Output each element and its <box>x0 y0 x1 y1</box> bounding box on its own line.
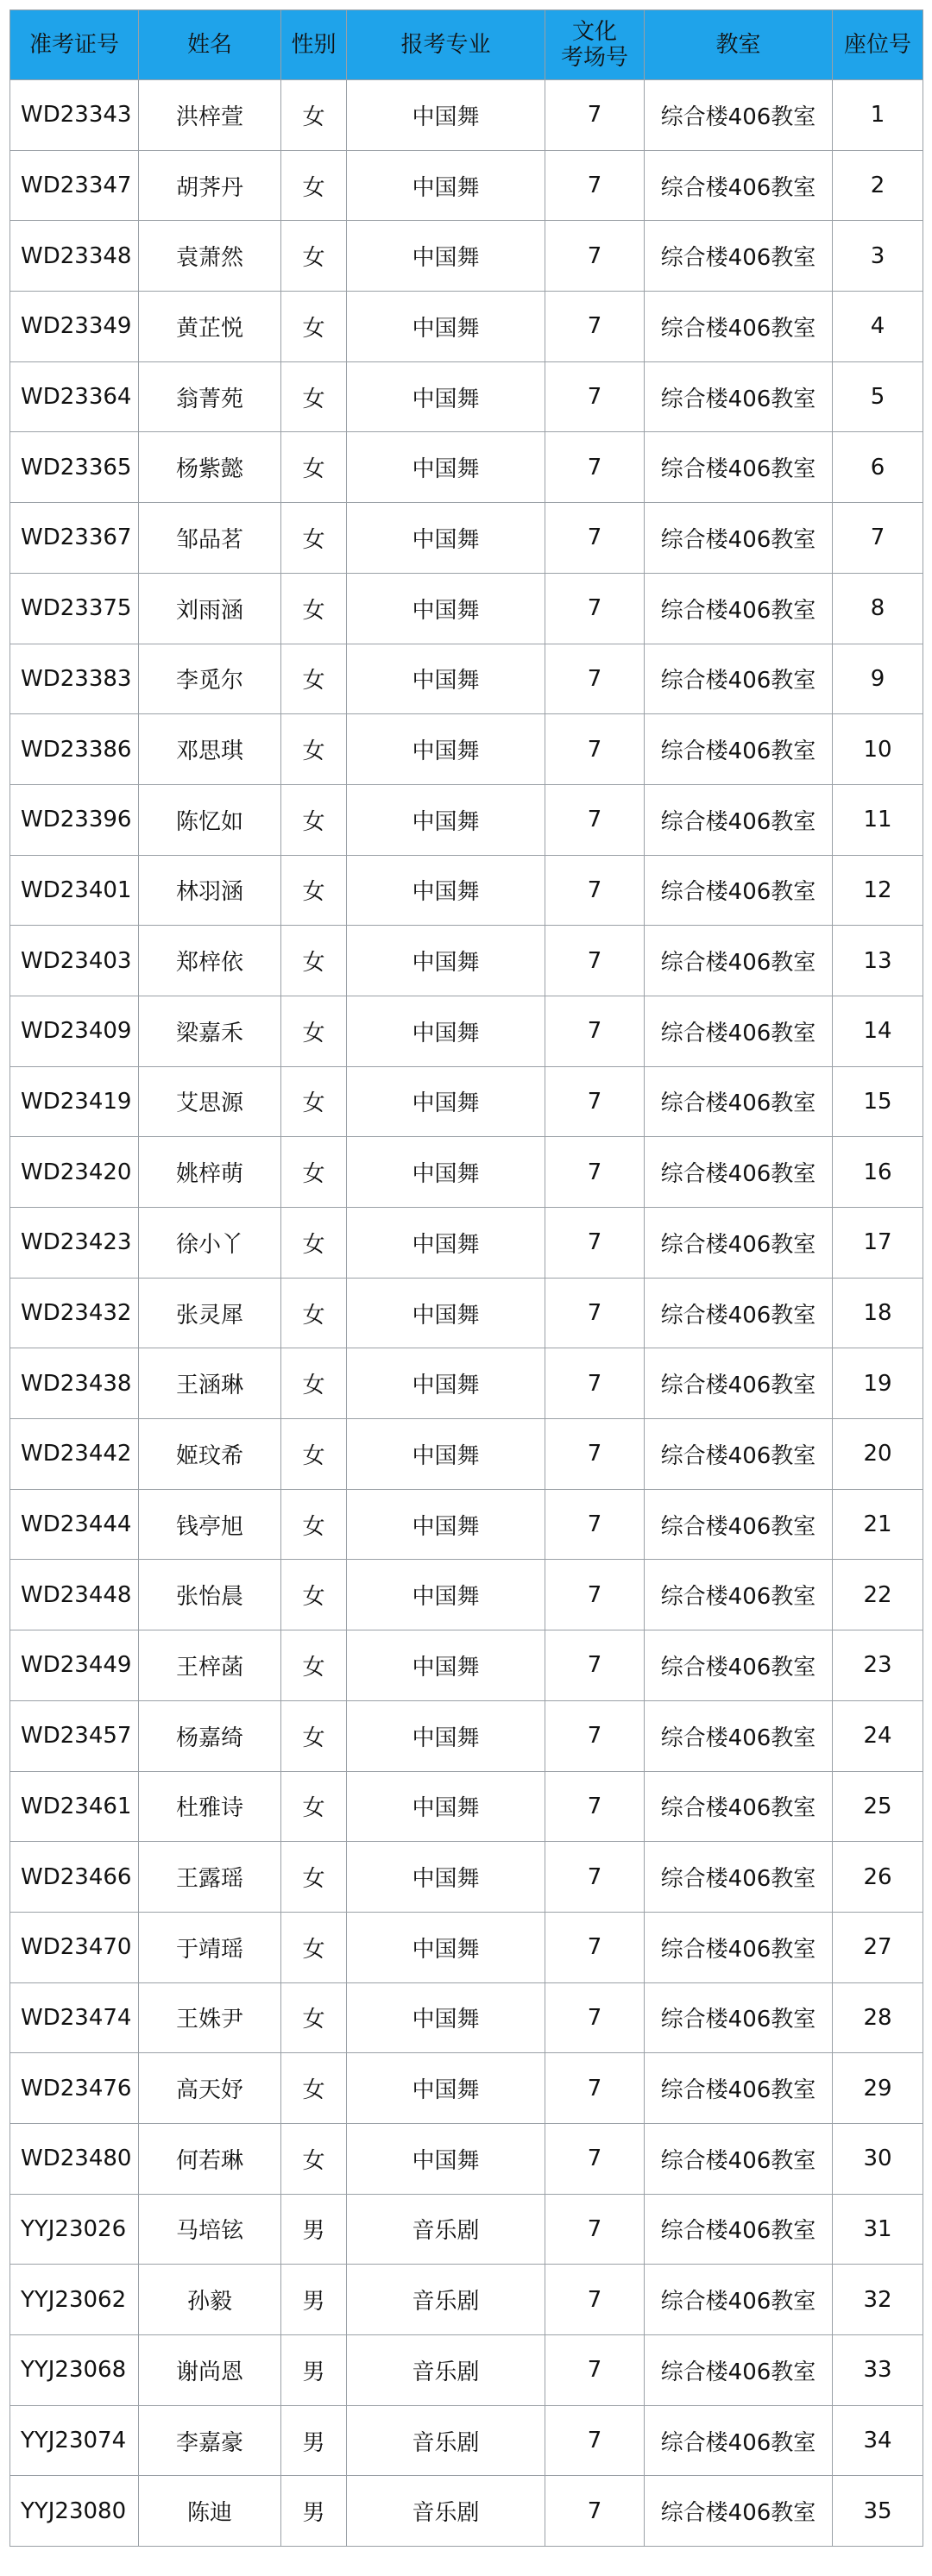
table-row <box>10 2053 923 2124</box>
cell-room: 综合楼406教室 <box>645 503 833 574</box>
cell-major: 中国舞 <box>347 80 545 151</box>
cell-name: 姚梓萌 <box>139 1137 281 1208</box>
cell-exam-hall: 7 <box>545 1137 645 1208</box>
cell-gender: 女 <box>281 1630 347 1701</box>
cell-seat: 6 <box>833 432 923 503</box>
cell-name: 马培铉 <box>139 2194 281 2265</box>
cell-room: 综合楼406教室 <box>645 2194 833 2265</box>
cell-admission-number: YYJ23062 <box>10 2265 139 2335</box>
cell-admission-number: WD23432 <box>10 1278 139 1348</box>
table-header <box>10 10 923 80</box>
cell-admission-number: YYJ23026 <box>10 2194 139 2265</box>
cell-admission-number: WD23480 <box>10 2123 139 2194</box>
cell-gender: 女 <box>281 150 347 221</box>
cell-gender: 女 <box>281 1912 347 1982</box>
cell-admission-number: WD23476 <box>10 2053 139 2124</box>
cell-admission-number: WD23420 <box>10 1137 139 1208</box>
cell-name: 邹品茗 <box>139 503 281 574</box>
table-body <box>10 80 923 2547</box>
cell-room: 综合楼406教室 <box>645 1489 833 1560</box>
cell-admission-number: WD23364 <box>10 361 139 432</box>
cell-major: 中国舞 <box>347 1700 545 1771</box>
cell-gender: 女 <box>281 1278 347 1348</box>
table-row <box>10 292 923 362</box>
cell-gender: 女 <box>281 2053 347 2124</box>
cell-name: 钱亭旭 <box>139 1489 281 1560</box>
cell-gender: 女 <box>281 996 347 1066</box>
cell-room: 综合楼406教室 <box>645 1137 833 1208</box>
cell-admission-number: WD23375 <box>10 573 139 644</box>
cell-gender: 女 <box>281 292 347 362</box>
cell-admission-number: WD23461 <box>10 1771 139 1842</box>
cell-exam-hall: 7 <box>545 714 645 785</box>
cell-gender: 女 <box>281 432 347 503</box>
cell-admission-number: WD23343 <box>10 80 139 151</box>
cell-name: 黄芷悦 <box>139 292 281 362</box>
cell-exam-hall: 7 <box>545 1700 645 1771</box>
cell-admission-number: WD23474 <box>10 1982 139 2053</box>
cell-room: 综合楼406教室 <box>645 1842 833 1913</box>
cell-name: 高天妤 <box>139 2053 281 2124</box>
cell-gender: 女 <box>281 855 347 926</box>
cell-gender: 女 <box>281 80 347 151</box>
cell-name: 刘雨涵 <box>139 573 281 644</box>
cell-gender: 女 <box>281 1066 347 1137</box>
cell-gender: 女 <box>281 926 347 996</box>
table-row <box>10 573 923 644</box>
cell-gender: 男 <box>281 2265 347 2335</box>
cell-admission-number: WD23457 <box>10 1700 139 1771</box>
cell-name: 袁萧然 <box>139 221 281 292</box>
cell-seat: 3 <box>833 221 923 292</box>
cell-name: 杨嘉绮 <box>139 1700 281 1771</box>
cell-room: 综合楼406教室 <box>645 292 833 362</box>
cell-gender: 女 <box>281 1842 347 1913</box>
cell-room: 综合楼406教室 <box>645 1700 833 1771</box>
cell-exam-hall: 7 <box>545 1560 645 1630</box>
cell-major: 音乐剧 <box>347 2476 545 2547</box>
cell-gender: 女 <box>281 1771 347 1842</box>
cell-room: 综合楼406教室 <box>645 1560 833 1630</box>
cell-room: 综合楼406教室 <box>645 80 833 151</box>
cell-seat: 14 <box>833 996 923 1066</box>
cell-admission-number: YYJ23074 <box>10 2405 139 2476</box>
table-row <box>10 2123 923 2194</box>
cell-gender: 女 <box>281 1137 347 1208</box>
cell-seat: 15 <box>833 1066 923 1137</box>
cell-name: 陈迪 <box>139 2476 281 2547</box>
cell-seat: 8 <box>833 573 923 644</box>
cell-seat: 24 <box>833 1700 923 1771</box>
cell-admission-number: WD23409 <box>10 996 139 1066</box>
cell-seat: 26 <box>833 1842 923 1913</box>
table-row <box>10 1912 923 1982</box>
cell-name: 张灵犀 <box>139 1278 281 1348</box>
table-row <box>10 1489 923 1560</box>
cell-seat: 29 <box>833 2053 923 2124</box>
cell-name: 陈忆如 <box>139 784 281 855</box>
cell-seat: 22 <box>833 1560 923 1630</box>
cell-name: 何若琳 <box>139 2123 281 2194</box>
cell-name: 艾思源 <box>139 1066 281 1137</box>
cell-name: 王姝尹 <box>139 1982 281 2053</box>
cell-exam-hall: 7 <box>545 2335 645 2406</box>
cell-seat: 11 <box>833 784 923 855</box>
cell-major: 中国舞 <box>347 292 545 362</box>
cell-major: 中国舞 <box>347 361 545 432</box>
cell-major: 中国舞 <box>347 503 545 574</box>
cell-gender: 女 <box>281 1982 347 2053</box>
cell-name: 王露瑶 <box>139 1842 281 1913</box>
table-row <box>10 855 923 926</box>
table-row <box>10 1982 923 2053</box>
cell-exam-hall: 7 <box>545 361 645 432</box>
cell-room: 综合楼406教室 <box>645 1208 833 1279</box>
cell-admission-number: WD23383 <box>10 644 139 714</box>
cell-name: 于靖瑶 <box>139 1912 281 1982</box>
cell-exam-hall: 7 <box>545 80 645 151</box>
table-row <box>10 1348 923 1419</box>
cell-exam-hall: 7 <box>545 2265 645 2335</box>
cell-exam-hall: 7 <box>545 1066 645 1137</box>
cell-gender: 女 <box>281 1560 347 1630</box>
cell-exam-hall: 7 <box>545 926 645 996</box>
cell-major: 中国舞 <box>347 150 545 221</box>
cell-major: 中国舞 <box>347 1842 545 1913</box>
cell-major: 中国舞 <box>347 221 545 292</box>
header-exam-hall-line2: 考场号 <box>560 45 628 71</box>
cell-room: 综合楼406教室 <box>645 1630 833 1701</box>
header-id: 准考证号 <box>10 10 139 80</box>
cell-name: 孙毅 <box>139 2265 281 2335</box>
cell-major: 中国舞 <box>347 1278 545 1348</box>
cell-gender: 女 <box>281 503 347 574</box>
cell-exam-hall: 7 <box>545 1489 645 1560</box>
table-row <box>10 1630 923 1701</box>
cell-name: 翁菁苑 <box>139 361 281 432</box>
table-row <box>10 1842 923 1913</box>
header-gender: 性别 <box>281 10 347 80</box>
cell-room: 综合楼406教室 <box>645 714 833 785</box>
cell-gender: 男 <box>281 2194 347 2265</box>
cell-room: 综合楼406教室 <box>645 1066 833 1137</box>
cell-exam-hall: 7 <box>545 2476 645 2547</box>
table-row <box>10 432 923 503</box>
cell-name: 王梓菡 <box>139 1630 281 1701</box>
table-row <box>10 1700 923 1771</box>
cell-name: 杨紫懿 <box>139 432 281 503</box>
cell-exam-hall: 7 <box>545 150 645 221</box>
cell-exam-hall: 7 <box>545 1278 645 1348</box>
cell-name: 洪梓萱 <box>139 80 281 151</box>
cell-gender: 男 <box>281 2476 347 2547</box>
cell-major: 中国舞 <box>347 784 545 855</box>
cell-room: 综合楼406教室 <box>645 784 833 855</box>
cell-seat: 30 <box>833 2123 923 2194</box>
header-name: 姓名 <box>139 10 281 80</box>
cell-exam-hall: 7 <box>545 221 645 292</box>
table-row <box>10 996 923 1066</box>
cell-exam-hall: 7 <box>545 1348 645 1419</box>
cell-name: 郑梓依 <box>139 926 281 996</box>
cell-major: 音乐剧 <box>347 2335 545 2406</box>
cell-admission-number: WD23365 <box>10 432 139 503</box>
cell-major: 中国舞 <box>347 1419 545 1490</box>
cell-exam-hall: 7 <box>545 1912 645 1982</box>
cell-seat: 27 <box>833 1912 923 1982</box>
cell-admission-number: WD23448 <box>10 1560 139 1630</box>
cell-admission-number: WD23348 <box>10 221 139 292</box>
cell-gender: 女 <box>281 2123 347 2194</box>
table-row <box>10 221 923 292</box>
cell-room: 综合楼406教室 <box>645 996 833 1066</box>
cell-gender: 女 <box>281 1419 347 1490</box>
cell-seat: 23 <box>833 1630 923 1701</box>
cell-seat: 7 <box>833 503 923 574</box>
cell-name: 谢尚恩 <box>139 2335 281 2406</box>
cell-room: 综合楼406教室 <box>645 1912 833 1982</box>
cell-room: 综合楼406教室 <box>645 2476 833 2547</box>
cell-major: 中国舞 <box>347 1137 545 1208</box>
cell-major: 中国舞 <box>347 1208 545 1279</box>
cell-major: 中国舞 <box>347 1912 545 1982</box>
cell-exam-hall: 7 <box>545 573 645 644</box>
cell-gender: 女 <box>281 1700 347 1771</box>
cell-seat: 28 <box>833 1982 923 2053</box>
cell-room: 综合楼406教室 <box>645 573 833 644</box>
seating-sheet <box>9 9 923 2547</box>
cell-exam-hall: 7 <box>545 644 645 714</box>
cell-room: 综合楼406教室 <box>645 2265 833 2335</box>
cell-seat: 19 <box>833 1348 923 1419</box>
cell-room: 综合楼406教室 <box>645 361 833 432</box>
cell-major: 中国舞 <box>347 1489 545 1560</box>
table-row <box>10 503 923 574</box>
cell-gender: 男 <box>281 2335 347 2406</box>
table-row <box>10 2335 923 2406</box>
cell-seat: 9 <box>833 644 923 714</box>
cell-major: 中国舞 <box>347 1630 545 1701</box>
cell-room: 综合楼406教室 <box>645 432 833 503</box>
cell-exam-hall: 7 <box>545 1842 645 1913</box>
cell-exam-hall: 7 <box>545 1419 645 1490</box>
table-row <box>10 714 923 785</box>
cell-exam-hall: 7 <box>545 2053 645 2124</box>
cell-gender: 女 <box>281 1208 347 1279</box>
cell-major: 中国舞 <box>347 1560 545 1630</box>
cell-room: 综合楼406教室 <box>645 2123 833 2194</box>
cell-admission-number: WD23347 <box>10 150 139 221</box>
cell-seat: 12 <box>833 855 923 926</box>
cell-name: 张怡晨 <box>139 1560 281 1630</box>
cell-major: 中国舞 <box>347 1771 545 1842</box>
cell-seat: 25 <box>833 1771 923 1842</box>
table-row <box>10 784 923 855</box>
cell-admission-number: YYJ23080 <box>10 2476 139 2547</box>
cell-major: 音乐剧 <box>347 2405 545 2476</box>
cell-name: 徐小丫 <box>139 1208 281 1279</box>
cell-room: 综合楼406教室 <box>645 855 833 926</box>
cell-room: 综合楼406教室 <box>645 221 833 292</box>
cell-seat: 2 <box>833 150 923 221</box>
cell-exam-hall: 7 <box>545 996 645 1066</box>
cell-seat: 35 <box>833 2476 923 2547</box>
cell-gender: 女 <box>281 644 347 714</box>
seating-table <box>9 9 923 2547</box>
cell-admission-number: WD23449 <box>10 1630 139 1701</box>
cell-admission-number: WD23419 <box>10 1066 139 1137</box>
cell-seat: 18 <box>833 1278 923 1348</box>
cell-exam-hall: 7 <box>545 855 645 926</box>
cell-admission-number: YYJ23068 <box>10 2335 139 2406</box>
cell-seat: 10 <box>833 714 923 785</box>
cell-seat: 34 <box>833 2405 923 2476</box>
table-row <box>10 1771 923 1842</box>
cell-major: 音乐剧 <box>347 2194 545 2265</box>
header-seat: 座位号 <box>833 10 923 80</box>
cell-exam-hall: 7 <box>545 1208 645 1279</box>
cell-seat: 5 <box>833 361 923 432</box>
cell-admission-number: WD23349 <box>10 292 139 362</box>
cell-major: 音乐剧 <box>347 2265 545 2335</box>
cell-room: 综合楼406教室 <box>645 2405 833 2476</box>
cell-admission-number: WD23396 <box>10 784 139 855</box>
cell-room: 综合楼406教室 <box>645 1348 833 1419</box>
cell-seat: 21 <box>833 1489 923 1560</box>
cell-exam-hall: 7 <box>545 784 645 855</box>
cell-name: 李嘉豪 <box>139 2405 281 2476</box>
table-row <box>10 2476 923 2547</box>
table-row <box>10 2405 923 2476</box>
cell-major: 中国舞 <box>347 644 545 714</box>
cell-name: 邓思琪 <box>139 714 281 785</box>
table-row <box>10 644 923 714</box>
cell-major: 中国舞 <box>347 2123 545 2194</box>
cell-room: 综合楼406教室 <box>645 150 833 221</box>
cell-exam-hall: 7 <box>545 2123 645 2194</box>
cell-major: 中国舞 <box>347 573 545 644</box>
cell-room: 综合楼406教室 <box>645 926 833 996</box>
table-row <box>10 150 923 221</box>
cell-gender: 女 <box>281 1348 347 1419</box>
cell-room: 综合楼406教室 <box>645 2335 833 2406</box>
cell-major: 中国舞 <box>347 2053 545 2124</box>
header-exam-hall <box>545 10 645 80</box>
cell-gender: 男 <box>281 2405 347 2476</box>
cell-admission-number: WD23401 <box>10 855 139 926</box>
cell-gender: 女 <box>281 714 347 785</box>
cell-name: 梁嘉禾 <box>139 996 281 1066</box>
cell-exam-hall: 7 <box>545 2194 645 2265</box>
cell-name: 杜雅诗 <box>139 1771 281 1842</box>
table-row <box>10 1419 923 1490</box>
table-row <box>10 926 923 996</box>
header-major: 报考专业 <box>347 10 545 80</box>
cell-admission-number: WD23438 <box>10 1348 139 1419</box>
cell-major: 中国舞 <box>347 1982 545 2053</box>
cell-seat: 16 <box>833 1137 923 1208</box>
cell-seat: 17 <box>833 1208 923 1279</box>
cell-admission-number: WD23444 <box>10 1489 139 1560</box>
table-row <box>10 1560 923 1630</box>
cell-major: 中国舞 <box>347 855 545 926</box>
cell-exam-hall: 7 <box>545 503 645 574</box>
table-row <box>10 1278 923 1348</box>
table-row <box>10 2194 923 2265</box>
cell-name: 姬玟希 <box>139 1419 281 1490</box>
cell-major: 中国舞 <box>347 714 545 785</box>
cell-room: 综合楼406教室 <box>645 644 833 714</box>
table-row <box>10 1066 923 1137</box>
table-row <box>10 80 923 151</box>
cell-name: 李觅尔 <box>139 644 281 714</box>
table-row <box>10 2265 923 2335</box>
cell-major: 中国舞 <box>347 1066 545 1137</box>
cell-seat: 33 <box>833 2335 923 2406</box>
cell-name: 王涵琳 <box>139 1348 281 1419</box>
cell-seat: 1 <box>833 80 923 151</box>
cell-admission-number: WD23403 <box>10 926 139 996</box>
cell-gender: 女 <box>281 221 347 292</box>
header-room: 教室 <box>645 10 833 80</box>
cell-exam-hall: 7 <box>545 1630 645 1701</box>
cell-seat: 13 <box>833 926 923 996</box>
cell-admission-number: WD23466 <box>10 1842 139 1913</box>
cell-admission-number: WD23470 <box>10 1912 139 1982</box>
cell-exam-hall: 7 <box>545 432 645 503</box>
cell-gender: 女 <box>281 784 347 855</box>
header-row <box>10 10 923 80</box>
cell-exam-hall: 7 <box>545 1982 645 2053</box>
table-row <box>10 1208 923 1279</box>
cell-major: 中国舞 <box>347 432 545 503</box>
cell-exam-hall: 7 <box>545 2405 645 2476</box>
cell-major: 中国舞 <box>347 996 545 1066</box>
cell-room: 综合楼406教室 <box>645 1982 833 2053</box>
cell-room: 综合楼406教室 <box>645 1771 833 1842</box>
cell-room: 综合楼406教室 <box>645 2053 833 2124</box>
cell-seat: 20 <box>833 1419 923 1490</box>
cell-room: 综合楼406教室 <box>645 1278 833 1348</box>
cell-room: 综合楼406教室 <box>645 1419 833 1490</box>
table-row <box>10 361 923 432</box>
cell-admission-number: WD23367 <box>10 503 139 574</box>
cell-major: 中国舞 <box>347 926 545 996</box>
header-exam-hall-line1: 文化 <box>571 19 617 45</box>
cell-seat: 4 <box>833 292 923 362</box>
cell-admission-number: WD23386 <box>10 714 139 785</box>
cell-seat: 32 <box>833 2265 923 2335</box>
cell-exam-hall: 7 <box>545 1771 645 1842</box>
cell-exam-hall: 7 <box>545 292 645 362</box>
cell-admission-number: WD23423 <box>10 1208 139 1279</box>
cell-major: 中国舞 <box>347 1348 545 1419</box>
cell-gender: 女 <box>281 573 347 644</box>
cell-name: 林羽涵 <box>139 855 281 926</box>
table-row <box>10 1137 923 1208</box>
cell-admission-number: WD23442 <box>10 1419 139 1490</box>
cell-name: 胡荠丹 <box>139 150 281 221</box>
cell-seat: 31 <box>833 2194 923 2265</box>
cell-gender: 女 <box>281 361 347 432</box>
cell-gender: 女 <box>281 1489 347 1560</box>
